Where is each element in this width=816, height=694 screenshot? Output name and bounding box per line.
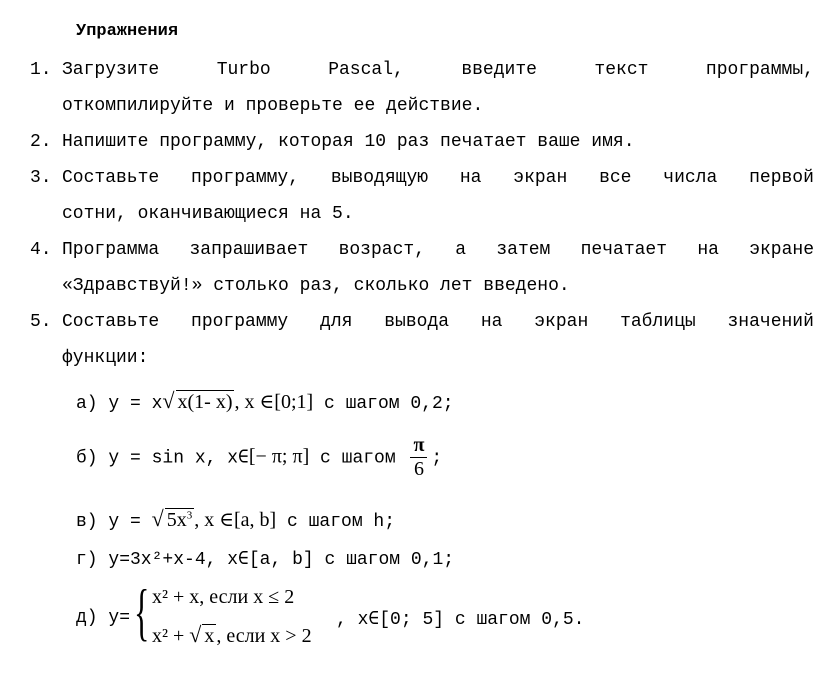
subitem-v-radicand: 5x	[166, 509, 187, 531]
subitem-b-domain: [− π; π]	[248, 445, 310, 468]
word: программу	[191, 312, 289, 332]
word: первой	[749, 168, 814, 188]
word: вывода	[384, 312, 450, 332]
word: все	[599, 168, 632, 188]
item-number: 1.	[30, 60, 52, 80]
item-5-line-2: функции:	[62, 348, 149, 368]
subitem-v-prefix: в) y =	[76, 512, 152, 532]
word: Программа	[62, 240, 160, 260]
item-number: 2.	[30, 132, 52, 152]
subitem-a	[76, 388, 454, 414]
item-1-line-2: откомпилируйте и проверьте ее действие.	[62, 96, 484, 116]
subitem-v-domain: , x ∈[a, b]	[194, 509, 277, 531]
page-title: Упражнения	[76, 22, 179, 41]
word: а	[455, 240, 467, 260]
word: введите	[461, 60, 537, 80]
item-4-line-2: «Здравствуй!» столько раз, сколько лет введено.	[62, 276, 570, 296]
word: возраст,	[338, 240, 425, 260]
subitem-b-step-label: с шагом	[309, 448, 407, 469]
subitem-b	[76, 434, 442, 481]
subitem-b-end: ;	[431, 448, 443, 469]
word: экран	[534, 312, 589, 332]
subitem-d-suffix: , x∈[0; 5] с шагом 0,5.	[336, 610, 585, 630]
word: Загрузите	[62, 60, 160, 80]
item-2-line-1: Напишите программу, которая 10 раз печатает ваше имя.	[62, 132, 635, 152]
word: выводящую	[330, 168, 429, 188]
fraction-numerator: π	[410, 434, 427, 458]
case-2-radicand: x	[204, 625, 215, 647]
word: на	[459, 168, 482, 188]
word: на	[697, 240, 719, 260]
item-number: 3.	[30, 168, 52, 188]
word: для	[320, 312, 353, 332]
word: Turbo	[216, 60, 271, 80]
word: Составьте	[62, 312, 160, 332]
subitem-a-radicand: x(1- x)	[177, 391, 233, 413]
subitem-v-exponent: 3	[186, 509, 193, 522]
word: запрашивает	[189, 240, 309, 260]
word: затем	[496, 240, 551, 260]
word: на	[480, 312, 503, 332]
case-2-part-b: , если x > 2	[216, 625, 312, 647]
word: программу,	[191, 168, 300, 188]
word: экране	[749, 240, 814, 260]
word: экран	[513, 168, 568, 188]
piecewise-case-2	[152, 622, 312, 648]
word: числа	[663, 168, 718, 188]
subitem-a-step: с шагом 0,2;	[313, 394, 454, 414]
word: значений	[727, 312, 814, 332]
subitem-b-prefix: б) y = sin x, x∈	[76, 448, 249, 469]
word: таблицы	[620, 312, 696, 332]
item-3-line-2: сотни, оканчивающиеся на 5.	[62, 204, 354, 224]
word: Составьте	[62, 168, 160, 188]
item-4-line-1	[62, 240, 814, 260]
subitem-v	[76, 506, 395, 532]
piecewise-case-1: x² + x, если x ≤ 2	[152, 586, 295, 608]
subitem-g: г) y=3x²+x-4, x∈[a, b] с шагом 0,1;	[76, 550, 455, 570]
item-number: 4.	[30, 240, 52, 260]
item-1-line-1	[62, 60, 814, 80]
subitem-a-prefix: а) y = x	[76, 394, 163, 414]
word: печатает	[580, 240, 668, 260]
item-3-line-1	[62, 168, 814, 188]
item-5-line-1	[62, 312, 814, 332]
word: текст	[594, 60, 649, 80]
step-fraction	[410, 434, 427, 481]
radical-sign: √	[151, 506, 164, 531]
radical-sign: √	[162, 388, 175, 413]
word: программы,	[705, 60, 814, 80]
subitem-d-prefix: д) y=	[76, 608, 131, 628]
radical-sign: √	[189, 622, 202, 647]
subitem-v-radicand-wrap	[165, 508, 195, 532]
subitem-a-domain: , x ∈[0;1]	[234, 391, 314, 413]
piecewise-brace: {	[134, 576, 150, 647]
subitem-v-step: с шагом h;	[276, 512, 396, 532]
case-2-part-a: x² +	[152, 625, 190, 647]
word: Pascal,	[328, 60, 404, 80]
item-number: 5.	[30, 312, 52, 332]
fraction-denominator: 6	[413, 458, 424, 480]
